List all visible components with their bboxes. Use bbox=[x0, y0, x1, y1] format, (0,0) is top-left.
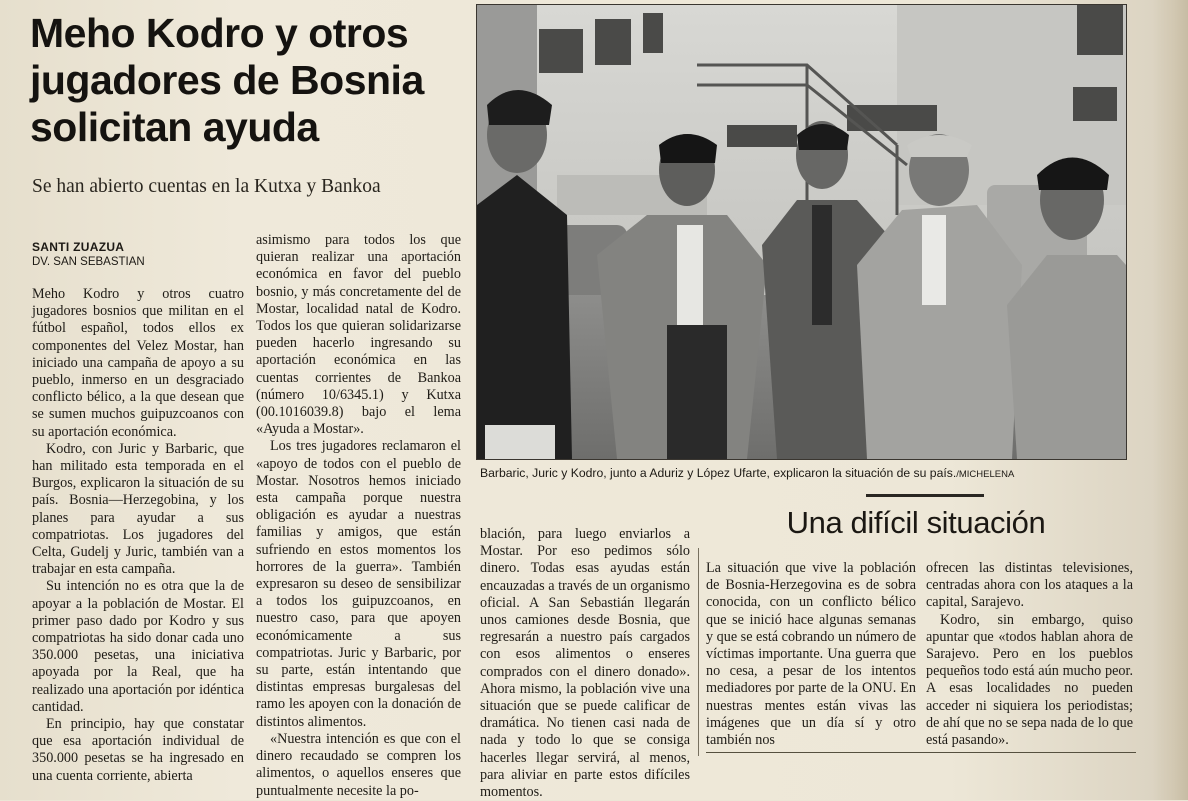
bottom-rule bbox=[706, 752, 1136, 753]
article-dateline: DV. SAN SEBASTIAN bbox=[32, 256, 145, 268]
photo-illustration bbox=[477, 5, 1126, 459]
paragraph: La situación que vive la población de Bosnia-Herzegovina es de sobra conocida, con un conflicto bélico que se inició hace algunas semanas y que se está cobrando un número de víctimas importante. Una guerra que no cesa, a pesar de los intentos mediadores por parte de la ONU. En nuestras mentes están vivas las imágenes que un día sí y otro también nos bbox=[706, 560, 916, 749]
paragraph: Kodro, sin embargo, quiso apuntar que «todos hablan ahora de Sarajevo. Pero en los pueblos pequeños todo está aún mucho peor. A esas localidades no pueden acceder ni siquiera los periodistas; de ahí que no se sepa nada de lo que está pasando». bbox=[926, 611, 1133, 749]
paragraph: «Nuestra intención es que con el dinero recaudado se compren los alimentos, o aquellos enseres que puntualmente necesite la po- bbox=[256, 730, 461, 799]
text-column-1 bbox=[32, 286, 244, 785]
caption-text: Barbaric, Juric y Kodro, junto a Aduriz y López Ufarte, explicaron la situación de su país. bbox=[480, 466, 957, 480]
column-divider bbox=[698, 548, 699, 756]
text-column-4 bbox=[706, 560, 916, 749]
article-byline: SANTI ZUAZUA bbox=[32, 240, 125, 254]
article-subhead: Se han abierto cuentas en la Kutxa y Bankoa bbox=[32, 176, 381, 197]
paragraph: En principio, hay que constatar que esa aportación individual de 350.000 pesetas se ha ingresado en una cuenta corriente, abierta bbox=[32, 716, 244, 784]
paragraph: Su intención no es otra que la de apoyar a la población de Mostar. El primer paso dado por Kodro y sus compatriotas ha sido donar cada uno 350.000 pesetas, una iniciativa apoyada por la Real, que ha realizado una aportación por idéntica cantidad. bbox=[32, 578, 244, 715]
paragraph: Meho Kodro y otros cuatro jugadores bosnios que militan en el fútbol español, todos ellos ex componentes del Velez Mostar, han iniciado una campaña de apoyo a su pueblo, inmerso en un desgraciado conflicto bélico, a la que desean que se sumen muchos guipuzcoanos con su aportación económica. bbox=[32, 286, 244, 440]
article-headline: Meho Kodro y otros jugadores de Bosnia solicitan ayuda bbox=[30, 10, 424, 150]
paragraph: asimismo para todos los que quieran realizar una aportación económica en favor del pueblo bosnio, y más concretamente del de Mostar, localidad natal de Kodro. Todos los que quieran solidarizarse pueden hacerlo ingresando su aportación económica en las cuentas corrientes de Bankoa (número 10/6345.1) y Kutxa (00.1016039.8) bajo el lema «Ayuda a Mostar». bbox=[256, 232, 461, 438]
photo-credit: /MICHELENA bbox=[956, 469, 1015, 480]
photo-caption bbox=[480, 466, 1130, 480]
paragraph: Kodro, con Juric y Barbaric, que han militado esta temporada en el Burgos, explicaron la situación de su país. Bosnia—Herzegobina, y los planes para ayudar a sus compatriotas. Los jugadores del Celta, Gudelj y Juric, también van a trabajar en esta campaña. bbox=[32, 440, 244, 578]
section-title: Una difícil situación bbox=[786, 505, 1046, 540]
news-photo bbox=[476, 4, 1127, 460]
text-column-5 bbox=[926, 560, 1133, 749]
paragraph: blación, para luego enviarlos a Mostar. Por eso pedimos sólo dinero. Todas esas ayudas están encauzadas a través de un organismo oficial. A San Sebastián llegarán unos camiones desde Bosnia, que regresarán a nuestro país cargados con esos alimentos o enseres comprados con el dinero donado». Ahora mismo, la población vive una situación que se puede calificar de dramática. No tienen casi nada de nada y todo lo que se consiga hacerles llegar servirá, al menos, para aliviar en parte estos difíciles momentos. bbox=[480, 526, 690, 801]
text-column-3 bbox=[480, 526, 690, 801]
text-column-2 bbox=[256, 232, 461, 800]
paragraph: ofrecen las distintas televisiones, centradas ahora con los ataques a la capital, Sarajevo. bbox=[926, 560, 1133, 611]
paragraph: Los tres jugadores reclamaron el «apoyo de todos con el pueblo de Mostar. Nosotros hemos iniciado esta campaña porque nuestra obligación es ayudar a nuestras familias y amigos, que están sufriendo en estos momentos los horrores de la guerra». También expresaron su deseo de sensibilizar a todos los guipuzcoanos, en nuestro caso, para que apoyen económicamente a sus compatriotas. Juric y Barbaric, por su parte, están intentando que distintas empresas burgalesas del ramo les apoyen con la donación de distintos alimentos. bbox=[256, 438, 461, 730]
page-edge-shadow bbox=[1152, 0, 1188, 800]
section-rule bbox=[866, 494, 984, 497]
